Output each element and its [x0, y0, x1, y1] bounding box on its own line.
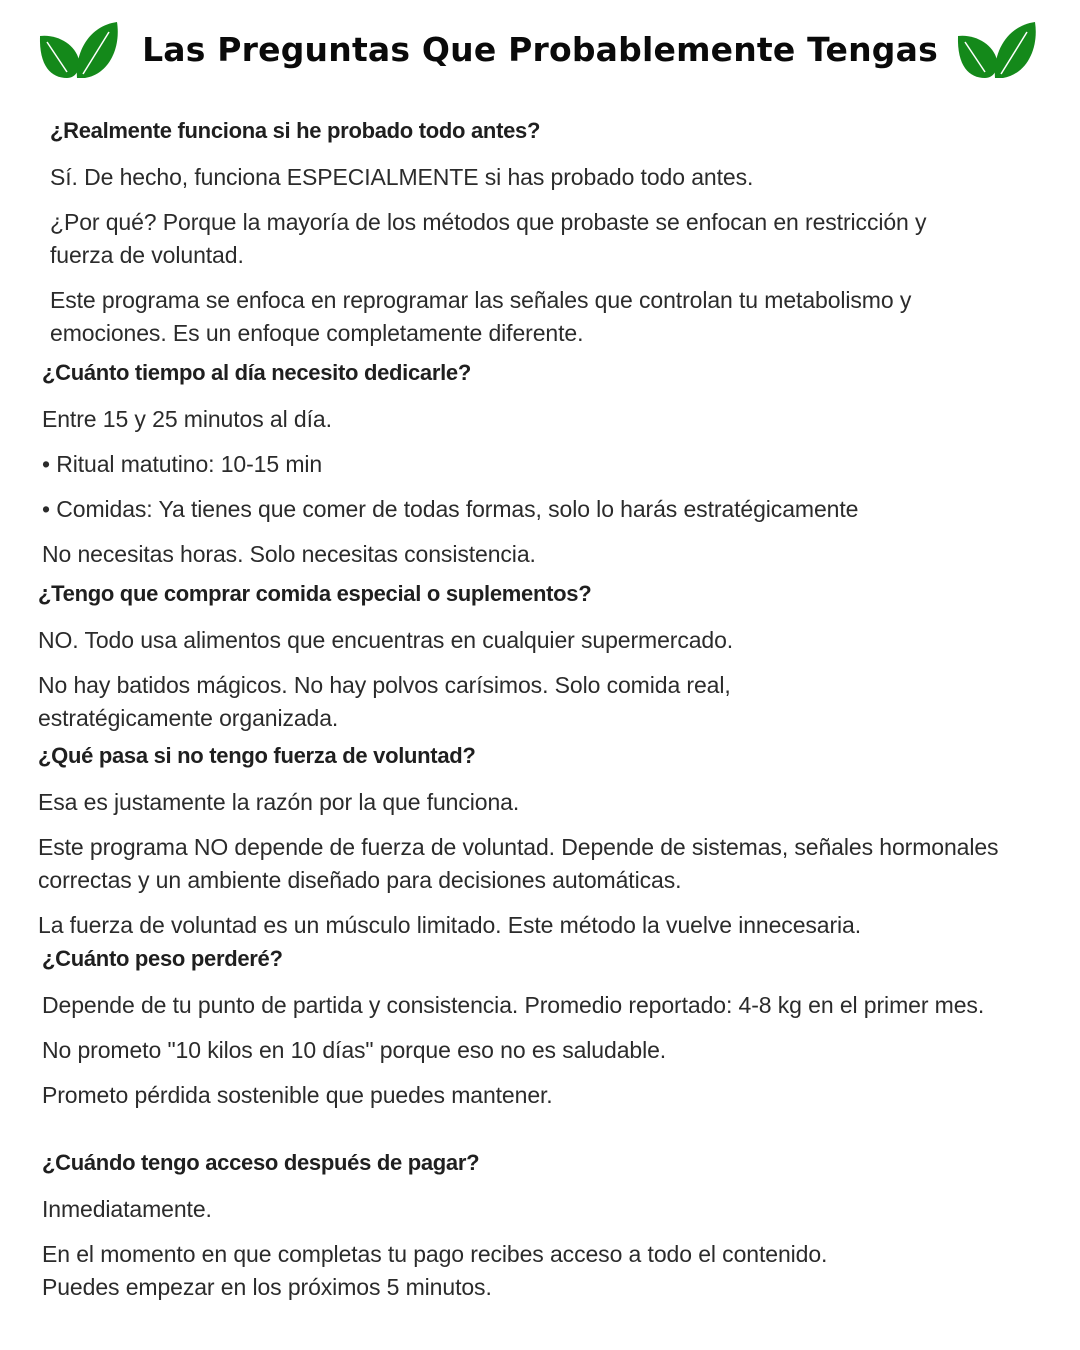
faq-answer: • Comidas: Ya tienes que comer de todas formas, solo lo harás estratégicamente — [42, 496, 859, 522]
header — [0, 0, 1080, 110]
faq-item — [38, 579, 1048, 735]
faq-question: ¿Realmente funciona si he probado todo antes? — [50, 118, 541, 143]
faq-answer: Esa es justamente la razón por la que funciona. — [38, 789, 520, 815]
faq-item — [42, 1148, 1052, 1304]
leaf-icon — [955, 22, 1041, 80]
faq-question: ¿Cuánto tiempo al día necesito dedicarle? — [42, 360, 472, 385]
faq-answer: Sí. De hecho, funciona ESPECIALMENTE si has probado todo antes. — [50, 164, 754, 190]
faq-answer: No prometo "10 kilos en 10 días" porque eso no es saludable. — [42, 1037, 667, 1063]
faq-question: ¿Cuánto peso perderé? — [42, 946, 283, 971]
faq-item — [50, 116, 1060, 350]
faq-answer: NO. Todo usa alimentos que encuentras en cualquier supermercado. — [38, 627, 734, 653]
faq-answer: Entre 15 y 25 minutos al día. — [42, 406, 332, 432]
faq-answer: En el momento en que completas tu pago recibes acceso a todo el contenido. Puedes empezar en los próximos 5 minutos. — [42, 1241, 828, 1300]
faq-answer: • Ritual matutino: 10-15 min — [42, 451, 323, 477]
faq-answer: Este programa se enfoca en reprogramar las señales que controlan tu metabolismo y emociones. Es un enfoque completamente diferente. — [50, 287, 912, 346]
faq-item — [42, 944, 1052, 1112]
faq-item — [42, 358, 1052, 571]
faq-question: ¿Qué pasa si no tengo fuerza de voluntad? — [38, 743, 476, 768]
faq-answer: Depende de tu punto de partida y consistencia. Promedio reportado: 4-8 kg en el primer mes. — [42, 992, 985, 1018]
faq-answer: La fuerza de voluntad es un músculo limitado. Este método la vuelve innecesaria. — [38, 912, 862, 938]
faq-answer: Este programa NO depende de fuerza de voluntad. Depende de sistemas, señales hormonales correctas y un ambiente diseñado para decisiones automáticas. — [38, 834, 999, 893]
faq-answer: Prometo pérdida sostenible que puedes mantener. — [42, 1082, 553, 1108]
faq-question: ¿Cuándo tengo acceso después de pagar? — [42, 1150, 480, 1175]
faq-item — [38, 741, 1048, 942]
faq-answer: No hay batidos mágicos. No hay polvos carísimos. Solo comida real, estratégicamente organizada. — [38, 672, 731, 731]
faq-answer: No necesitas horas. Solo necesitas consistencia. — [42, 541, 536, 567]
page-title: Las Preguntas Que Probablemente Tengas — [142, 30, 938, 69]
faq-answer: ¿Por qué? Porque la mayoría de los métodos que probaste se enfocan en restricción y fuerza de voluntad. — [50, 209, 927, 268]
faq-question: ¿Tengo que comprar comida especial o suplementos? — [38, 581, 592, 606]
faq-answer: Inmediatamente. — [42, 1196, 212, 1222]
